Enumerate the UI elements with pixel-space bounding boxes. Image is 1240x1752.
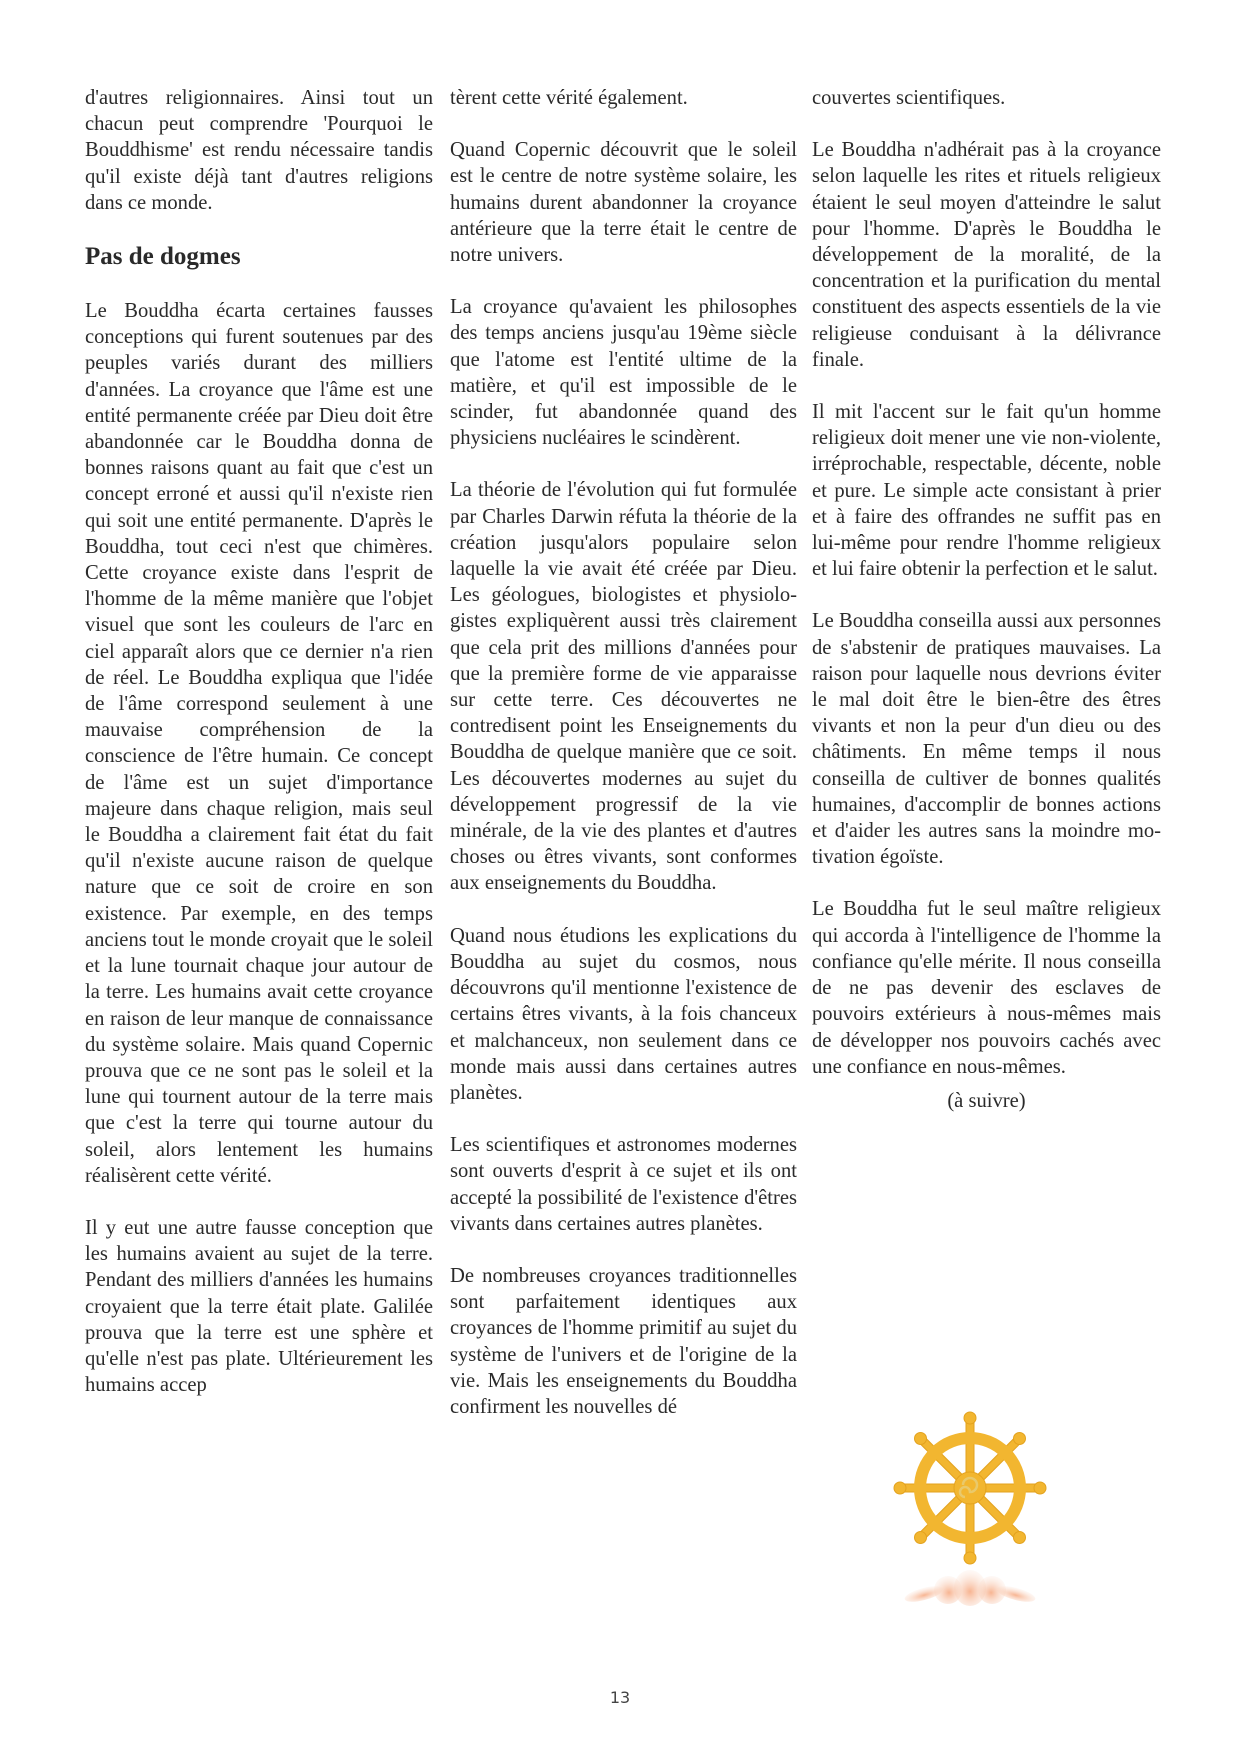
paragraph: Le Bouddha conseilla aussi aux personnes de s'abstenir de pratiques mauvaises. La raison pour laquelle nous devrions éviter le mal doit être le bien-être des êtres vivants et non la peur d'un dieu ou des châtiments. En même temps il nous conseilla de cultiver de bonnes qualités humaines, d'accomplir de bonnes actions et d'aider les autres sans la moindre motivation égoïste. xyxy=(812,610,1161,869)
paragraph: couvertes scientifiques. xyxy=(812,87,1006,109)
paragraph: Quand Copernic découvrit que le soleil est le centre de notre système solaire, les humains durent abandonner la croyance antérieure que la terre était le centre de notre univers. xyxy=(450,139,797,267)
paragraph: Il y eut une autre fausse conception que les humains avaient au sujet de la terre. Pendant des milliers d'années les humains croyaient que la terre était plate. Galilée prouva que la terre est une sphère et qu'elle n'est pas plate. Ultérieurement les humains accep xyxy=(85,1216,433,1397)
paragraph: La croyance qu'avaient les philosophes des temps anciens jusqu'au 19ème siècle que l'atome est l'entité ultime de la matière, et qu'il est impossible de le scinder, fut abandonnée quand des physiciens nucléaires le scindèrent. xyxy=(450,296,797,450)
paragraph: Quand nous étudions les explications du Bouddha au sujet du cosmos, nous découvrons qu'il mentionne l'existence de certains êtres vivants, à la fois chanceux et malchanceux, non seulement dans ce monde mais aussi dans certaines autres planètes. xyxy=(450,924,797,1104)
paragraph: Le Bouddha n'adhérait pas à la croyance selon laquelle les rites et rituels religieux étaient le seul moyen d'atteindre le salut pour l'homme. D'après le Bouddha le développement de la moralité, de la concentration et la purification du mental constituent des aspects essentiels de la vie religieuse conduisant à la délivrance finale. xyxy=(812,139,1161,371)
paragraph: d'autres religionnaires. Ainsi tout un chacun peut comprendre 'Pourquoi le Bouddhisme' est rendu nécessaire tandis qu'il existe déjà tant d'autres religions dans ce monde. xyxy=(85,87,433,214)
paragraph: Le Bouddha écarta certaines fausses conceptions qui furent soutenues par des peuples variés durant des milliers d'années. La croyance que l'âme est une entité permanente créée par Dieu doit être abandonnée car le Bouddha donna de bonnes raisons quant au fait que c'est un concept erroné et aussi qu'il n'existe rien qui soit une entité permanente. D'après le Bouddha, tout ceci n'est que chimères. Cette croyance existe dans l'esprit de l'homme de la même manière que l'objet visuel que sont les couleurs de l'arc en ciel apparaît alors que ce dernier n'a rien de réel. Le Bouddha expliqua que l'idée de l'âme correspond seulement à une mauvaise compréhension de la conscience de l'être humain. Ce concept de l'âme est un sujet d'importance majeure dans chaque religion, mais seul le Bouddha a clairement fait état du fait qu'il n'existe aucune raison de quelque nature que ce soit de croire en son existence. Par exemple, en des temps anciens tout le monde croyait que le soleil et la lune tournait chaque jour autour de la terre. Les humains avait cette croyance en raison de leur manque de connaissance du système solaire. Mais quand Copernic prouva que ce ne sont pas le soleil et la lune qui tournent autour de la terre mais que c'est la terre qui tourne autour du soleil, alors lentement les humains réalisèrent cette vérité. xyxy=(85,300,433,1187)
section-heading: Pas de dogmes xyxy=(85,243,241,271)
column-3 xyxy=(812,85,1161,1140)
dharma-wheel-lotus-icon xyxy=(880,1410,1060,1610)
paragraph: Il mit l'accent sur le fait qu'un homme religieux doit mener une vie non-violente, irréprochable, respectable, décente, noble et pure. Le simple acte consistant à prier et à faire des offrandes ne suffit pas en lui-même pour rendre l'homme religieux et lui faire obtenir la perfection et le salut. xyxy=(812,401,1161,581)
paragraph: La théorie de l'évolution qui fut formulée par Charles Darwin réfuta la théorie de la création jusqu'alors populaire selon laquelle la vie avait été créée par Dieu. Les géologues, biologistes et physiologistes expliquèrent aussi très clairement que cela prit des millions d'années pour que la première forme de vie apparaisse sur cette terre. Ces découvertes ne contredisent point les Enseignements du Bouddha de quelque manière que ce soit. Les découvertes modernes au sujet du développement progressif de la vie minérale, de la vie des plantes et d'autres choses ou êtres vivants, sont conformes aux enseignements du Bouddha. xyxy=(450,479,797,895)
paragraph: De nombreuses croyances traditionnelles sont parfaitement identiques aux croyances de l'homme primitif au sujet du système de l'univers et de l'origine de la vie. Mais les enseignements du Bouddha confirment les nouvelles dé xyxy=(450,1264,797,1418)
continuation-note: (à suivre) xyxy=(947,1089,1026,1112)
paragraph: Le Bouddha fut le seul maître religieux qui accorda à l'intelligence de l'homme la confiance qu'elle mérite. Il nous conseilla de ne pas devenir des esclaves de pouvoirs extérieurs à nous-mêmes mais de développer nos pouvoirs cachés avec une confiance en nous-mêmes. xyxy=(812,898,1161,1078)
page-number: 13 xyxy=(609,1688,631,1707)
paragraph: tèrent cette vérité également. xyxy=(450,87,688,109)
paragraph: Les scientifiques et astronomes modernes sont ouverts d'esprit à ce sujet et ils ont accepté la possibilité de l'existence d'êtres vivants dans certaines autres planètes. xyxy=(450,1134,797,1235)
column-2 xyxy=(450,85,797,1446)
column-1 xyxy=(85,85,433,1424)
